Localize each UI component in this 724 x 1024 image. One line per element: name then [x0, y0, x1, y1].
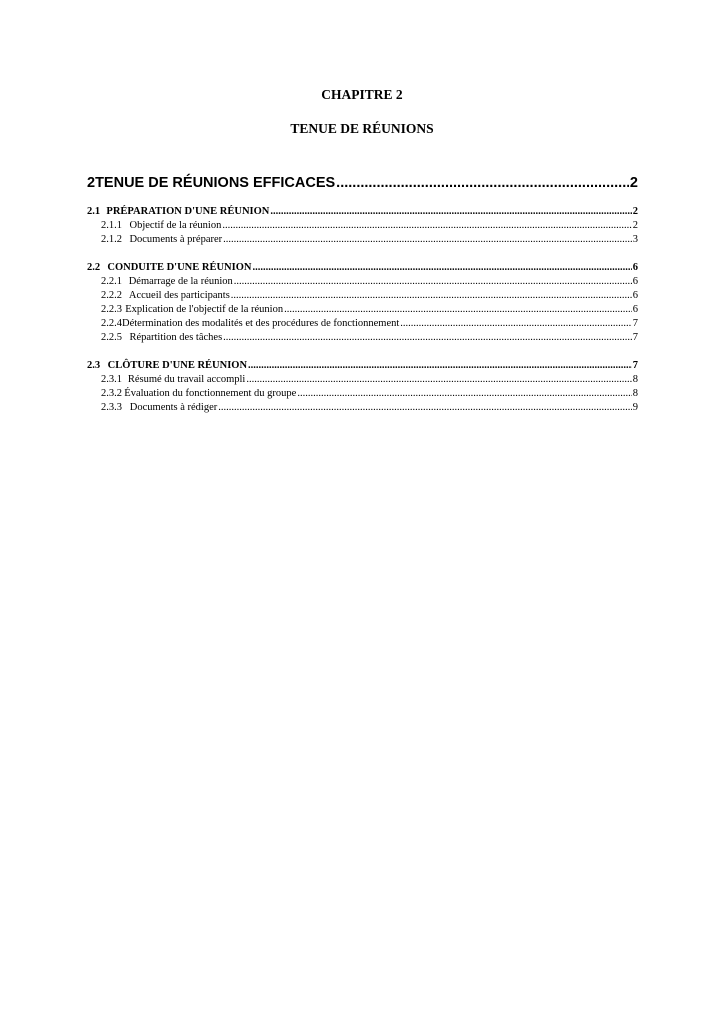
toc-subsection-entry[interactable] — [87, 402, 638, 416]
toc-entry-page: 2 — [629, 175, 638, 191]
toc-subsection-number: 2.2.5 — [101, 332, 122, 343]
dot-leader — [270, 206, 631, 217]
toc-section-entry[interactable] — [87, 262, 638, 276]
toc-subsection-number: 2.1.2 — [101, 234, 122, 245]
toc-subsection-number: 2.1.1 — [101, 220, 122, 231]
toc-sections — [87, 206, 638, 416]
toc-subsection-title: Documents à rédiger — [129, 402, 218, 413]
toc-subsection-entry[interactable] — [87, 234, 638, 248]
dot-leader — [223, 234, 632, 245]
toc-subsection-entry[interactable] — [87, 332, 638, 346]
toc-subsection-page: 8 — [632, 374, 638, 385]
toc-section-number: 2.3 — [87, 360, 101, 371]
toc-subsection-page: 8 — [632, 388, 638, 399]
toc-subsection-title: Résumé du travail accompli — [127, 374, 246, 385]
toc-subsection-title: Explication de l'objectif de la réunion — [125, 304, 284, 315]
toc-subsection-title: Accueil des participants — [128, 290, 230, 301]
chapter-heading: CHAPITRE 2 — [321, 87, 403, 102]
toc-entry-main[interactable] — [87, 175, 638, 199]
toc-subsection-page: 2 — [632, 220, 638, 231]
toc-subsection-number: 2.2.2 — [101, 290, 122, 301]
chapter-subtitle: TENUE DE RÉUNIONS — [290, 121, 434, 136]
toc-subsection-page: 6 — [632, 304, 638, 315]
toc-entry-number: 2 — [87, 175, 96, 191]
toc-subsection-page: 6 — [632, 276, 638, 287]
toc-subsection-title: Évaluation du fonctionnement du groupe — [124, 388, 297, 399]
toc-subsection-number: 2.3.1 — [101, 374, 122, 385]
toc-section-page: 7 — [632, 360, 638, 371]
toc-subsection-title: Documents à préparer — [129, 234, 223, 245]
toc-section-number: 2.2 — [87, 262, 101, 273]
toc-subsection-entry[interactable] — [87, 318, 638, 332]
toc-section-title: CLÔTURE D'UNE RÉUNION — [107, 360, 248, 371]
toc-section-page: 6 — [632, 262, 638, 273]
dot-leader — [222, 220, 631, 231]
dot-leader — [234, 276, 632, 287]
dot-leader — [231, 290, 632, 301]
dot-leader — [252, 262, 631, 273]
toc-section-number: 2.1 — [87, 206, 101, 217]
toc-subsection-page: 7 — [632, 318, 638, 329]
toc-subsection-entry[interactable] — [87, 304, 638, 318]
toc-subsection-number: 2.2.4 — [101, 318, 122, 329]
dot-leader — [297, 388, 631, 399]
toc-section-entry[interactable] — [87, 206, 638, 220]
dot-leader — [336, 175, 629, 191]
dot-leader — [218, 402, 632, 413]
dot-leader — [284, 304, 632, 315]
toc-subsection-title: Détermination des modalités et des procédures de fonctionnement — [122, 318, 400, 329]
dot-leader — [248, 360, 632, 371]
dot-leader — [223, 332, 632, 343]
toc-subsection-title: Répartition des tâches — [129, 332, 223, 343]
dot-leader — [246, 374, 631, 385]
toc-subsection-entry[interactable] — [87, 388, 638, 402]
toc-gap — [87, 248, 638, 262]
toc-subsection-number: 2.2.1 — [101, 276, 122, 287]
toc-subsection-number: 2.3.2 — [101, 388, 122, 399]
toc-subsection-page: 7 — [632, 332, 638, 343]
toc-subsection-page: 9 — [632, 402, 638, 413]
toc-subsection-entry[interactable] — [87, 276, 638, 290]
toc-section-entry[interactable] — [87, 360, 638, 374]
toc-section-title: CONDUITE D'UNE RÉUNION — [107, 262, 252, 273]
toc-subsection-entry[interactable] — [87, 220, 638, 234]
toc-subsection-number: 2.2.3 — [101, 304, 122, 315]
toc-subsection-number: 2.3.3 — [101, 402, 122, 413]
toc-subsection-page: 6 — [632, 290, 638, 301]
toc-entry-title: TENUE DE RÉUNIONS EFFICACES — [95, 175, 336, 191]
toc-subsection-page: 3 — [632, 234, 638, 245]
table-of-contents — [87, 175, 638, 199]
dot-leader — [400, 318, 631, 329]
toc-gap — [87, 346, 638, 360]
toc-subsection-entry[interactable] — [87, 290, 638, 304]
toc-subsection-title: Objectif de la réunion — [129, 220, 222, 231]
toc-section-page: 2 — [632, 206, 638, 217]
toc-subsection-entry[interactable] — [87, 374, 638, 388]
toc-subsection-title: Démarrage de la réunion — [128, 276, 233, 287]
toc-section-title: PRÉPARATION D'UNE RÉUNION — [106, 206, 270, 217]
